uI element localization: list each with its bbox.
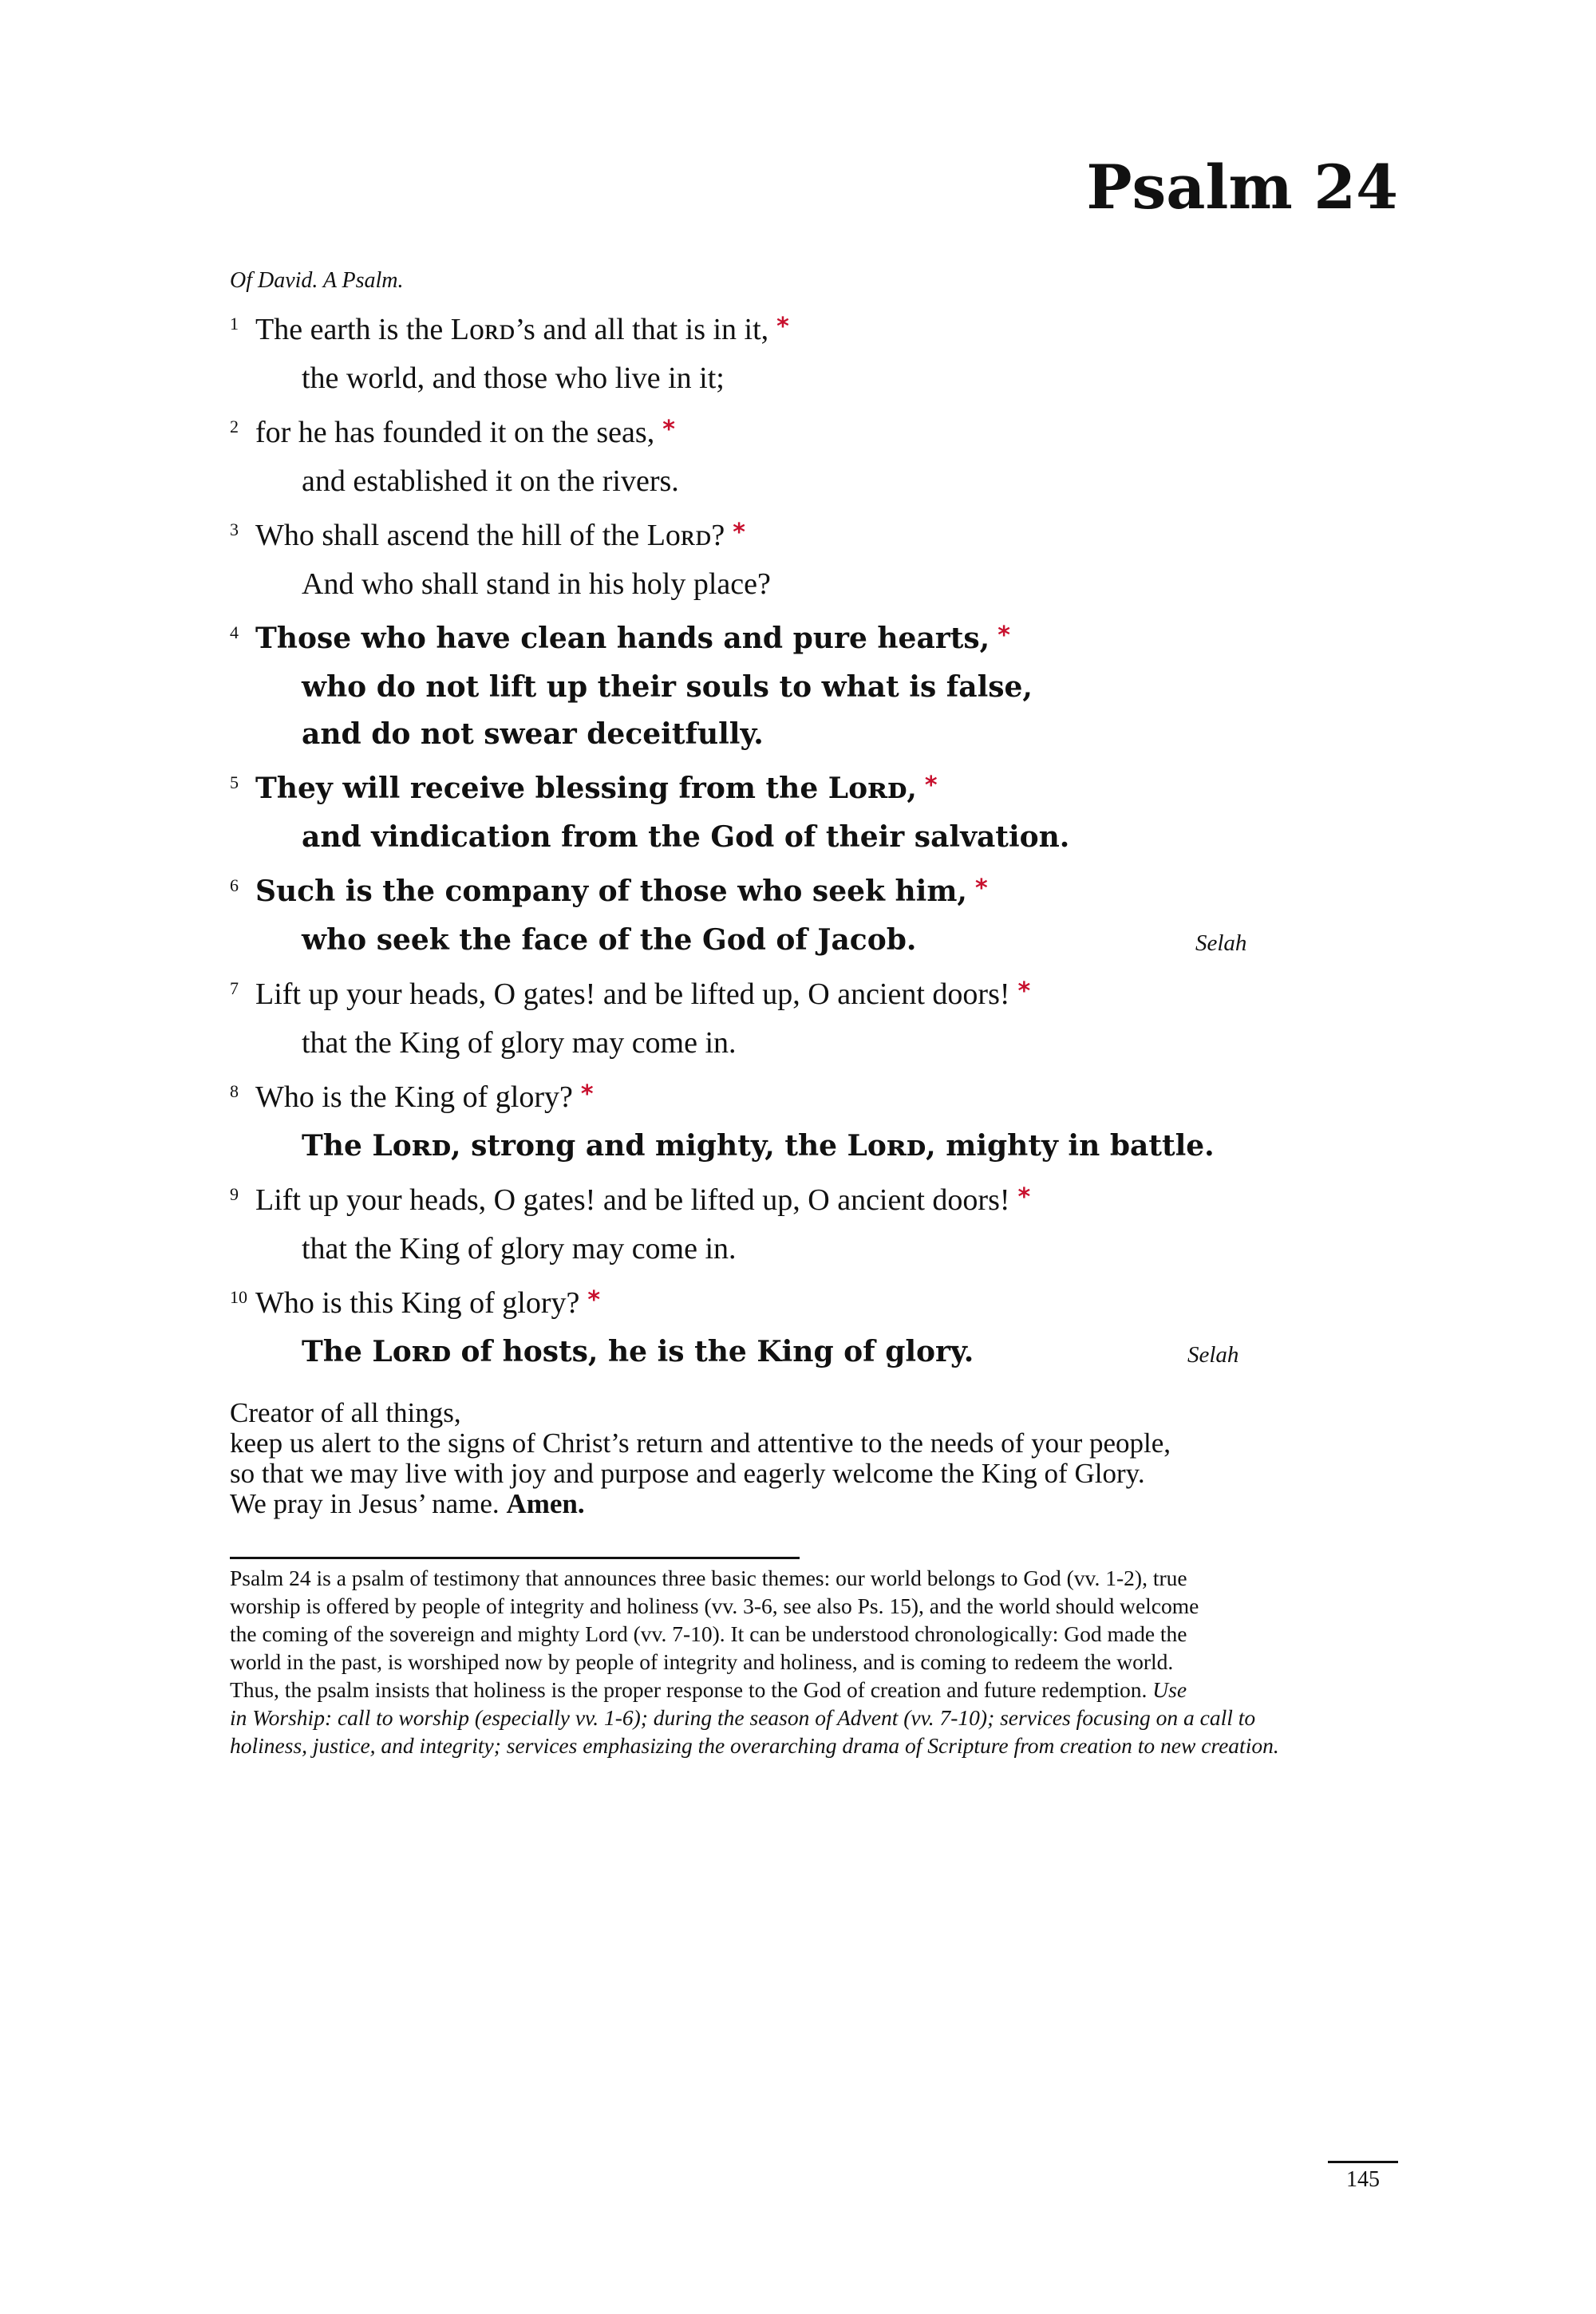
verse-line-continuation bbox=[230, 1226, 1371, 1273]
asterisk-mark: * bbox=[580, 1080, 594, 1108]
page-number: 145 bbox=[1346, 2167, 1380, 2192]
verse-text: and vindication from the God of their salvation. bbox=[302, 820, 1070, 854]
commentary-text: Thus, the psalm insists that holiness is the proper response to the God of creation and future redemption. bbox=[230, 1677, 1148, 1702]
verse-line-continuation bbox=[230, 1329, 1371, 1376]
closing-prayer bbox=[230, 1398, 1395, 1519]
psalm-text bbox=[230, 306, 1371, 1383]
verse-number: 9 bbox=[230, 1184, 239, 1204]
verse-text: Who shall ascend the hill of the Lᴏʀᴅ? bbox=[255, 519, 725, 552]
verse-line-first bbox=[230, 615, 1371, 664]
verse-text: Who is this King of glory? bbox=[255, 1286, 580, 1320]
verse-line-first bbox=[230, 868, 1371, 917]
verse-line-first bbox=[230, 512, 1371, 561]
verse-number: 8 bbox=[230, 1081, 239, 1101]
verse-line-continuation bbox=[230, 561, 1371, 608]
verse-text: and do not swear deceitfully. bbox=[302, 717, 764, 751]
verse-text: Those who have clean hands and pure hearts, bbox=[255, 622, 990, 655]
asterisk-mark: * bbox=[924, 772, 938, 800]
prayer-line: so that we may live with joy and purpose and eagerly welcome the King of Glory. bbox=[230, 1458, 1145, 1489]
verse-line-continuation bbox=[230, 917, 1371, 964]
footnote-divider bbox=[230, 1557, 800, 1559]
verse-number: 10 bbox=[230, 1287, 247, 1307]
prayer-closing-line bbox=[230, 1489, 1395, 1519]
verse-text: Such is the company of those who seek him, bbox=[255, 875, 967, 908]
verse-8 bbox=[230, 1074, 1371, 1170]
commentary-line: the coming of the sovereign and mighty Lord (vv. 7-10). It can be understood chronologically: God made the bbox=[230, 1621, 1187, 1646]
verse-5 bbox=[230, 765, 1371, 861]
verse-line-first bbox=[230, 1177, 1371, 1226]
use-in-worship-text: in Worship: call to worship (especially vv. 1-6); during the season of Advent (vv. 7-10); services focusing on a call to bbox=[230, 1705, 1256, 1730]
verse-line-first bbox=[230, 765, 1371, 814]
asterisk-mark: * bbox=[776, 313, 789, 341]
verse-line-first bbox=[230, 409, 1371, 458]
verse-1 bbox=[230, 306, 1371, 402]
verse-text: They will receive blessing from the Lᴏʀᴅ, bbox=[255, 772, 917, 805]
commentary-line: Psalm 24 is a psalm of testimony that announces three basic themes: our world belongs to God (vv. 1-2), true bbox=[230, 1566, 1187, 1590]
verse-text: Lift up your heads, O gates! and be lifted up, O ancient doors! bbox=[255, 1183, 1010, 1217]
verse-7 bbox=[230, 971, 1371, 1067]
verse-text: The earth is the Lᴏʀᴅ’s and all that is in it, bbox=[255, 313, 769, 346]
asterisk-mark: * bbox=[733, 519, 745, 547]
page-number-rule bbox=[1328, 2161, 1398, 2163]
verse-number: 3 bbox=[230, 519, 239, 539]
asterisk-mark: * bbox=[974, 875, 988, 902]
verse-text: The Lᴏʀᴅ of hosts, he is the King of glory. bbox=[302, 1335, 974, 1368]
verse-number: 6 bbox=[230, 875, 239, 895]
verse-text: who seek the face of the God of Jacob. bbox=[302, 923, 917, 957]
verse-text: The Lᴏʀᴅ, strong and mighty, the Lᴏʀᴅ, mighty in battle. bbox=[302, 1129, 1215, 1163]
verse-3 bbox=[230, 512, 1371, 608]
prayer-line: Creator of all things, bbox=[230, 1397, 461, 1428]
verse-4 bbox=[230, 615, 1371, 758]
use-in-worship-text: holiness, justice, and integrity; services emphasizing the overarching drama of Scripture from creation to new creation. bbox=[230, 1733, 1279, 1758]
verse-text: and established it on the rivers. bbox=[302, 464, 679, 498]
verse-text: for he has founded it on the seas, bbox=[255, 416, 655, 449]
verse-number: 4 bbox=[230, 622, 239, 642]
verse-line-continuation bbox=[230, 814, 1371, 861]
verse-line-first bbox=[230, 971, 1371, 1020]
verse-text: And who shall stand in his holy place? bbox=[302, 567, 771, 601]
verse-line-continuation bbox=[230, 711, 1371, 758]
verse-line-first bbox=[230, 1280, 1371, 1329]
asterisk-mark: * bbox=[662, 416, 675, 444]
commentary-line: worship is offered by people of integrity and holiness (vv. 3-6, see also Ps. 15), and the world should welcome bbox=[230, 1593, 1199, 1618]
asterisk-mark: * bbox=[1017, 1183, 1031, 1211]
verse-line-first bbox=[230, 1074, 1371, 1123]
verse-number: 5 bbox=[230, 772, 239, 792]
prayer-closing: We pray in Jesus’ name. bbox=[230, 1488, 500, 1519]
verse-text: Who is the King of glory? bbox=[255, 1080, 573, 1114]
selah-label: Selah bbox=[1195, 930, 1247, 956]
verse-line-continuation bbox=[230, 458, 1371, 505]
verse-number: 7 bbox=[230, 978, 239, 998]
superscription: Of David. A Psalm. bbox=[230, 268, 404, 293]
prayer-line: keep us alert to the signs of Christ’s return and attentive to the needs of your people, bbox=[230, 1427, 1171, 1459]
asterisk-mark: * bbox=[998, 622, 1010, 650]
verse-number: 2 bbox=[230, 417, 239, 436]
verse-text: that the King of glory may come in. bbox=[302, 1026, 737, 1060]
prayer-amen: Amen. bbox=[506, 1488, 585, 1519]
verse-line-continuation bbox=[230, 355, 1371, 402]
verse-9 bbox=[230, 1177, 1371, 1273]
verse-10 bbox=[230, 1280, 1371, 1376]
page-title: Psalm 24 bbox=[1086, 152, 1398, 223]
verse-text: Lift up your heads, O gates! and be lifted up, O ancient doors! bbox=[255, 977, 1010, 1011]
verse-6 bbox=[230, 868, 1371, 964]
asterisk-mark: * bbox=[587, 1286, 601, 1314]
verse-text: that the King of glory may come in. bbox=[302, 1232, 737, 1266]
psalm-commentary bbox=[230, 1564, 1398, 1759]
selah-label: Selah bbox=[1187, 1342, 1239, 1368]
verse-line-continuation bbox=[230, 1020, 1371, 1067]
verse-line-first bbox=[230, 306, 1371, 355]
commentary-line: world in the past, is worshiped now by people of integrity and holiness, and is coming to redeem the world. bbox=[230, 1649, 1174, 1674]
verse-2 bbox=[230, 409, 1371, 505]
commentary-line bbox=[230, 1676, 1398, 1704]
verse-line-continuation bbox=[230, 664, 1371, 711]
verse-text: who do not lift up their souls to what is false, bbox=[302, 670, 1033, 704]
use-in-worship-label: Use bbox=[1152, 1677, 1187, 1702]
verse-text: the world, and those who live in it; bbox=[302, 361, 725, 395]
verse-number: 1 bbox=[230, 314, 239, 334]
asterisk-mark: * bbox=[1017, 977, 1031, 1005]
verse-line-continuation bbox=[230, 1123, 1371, 1170]
